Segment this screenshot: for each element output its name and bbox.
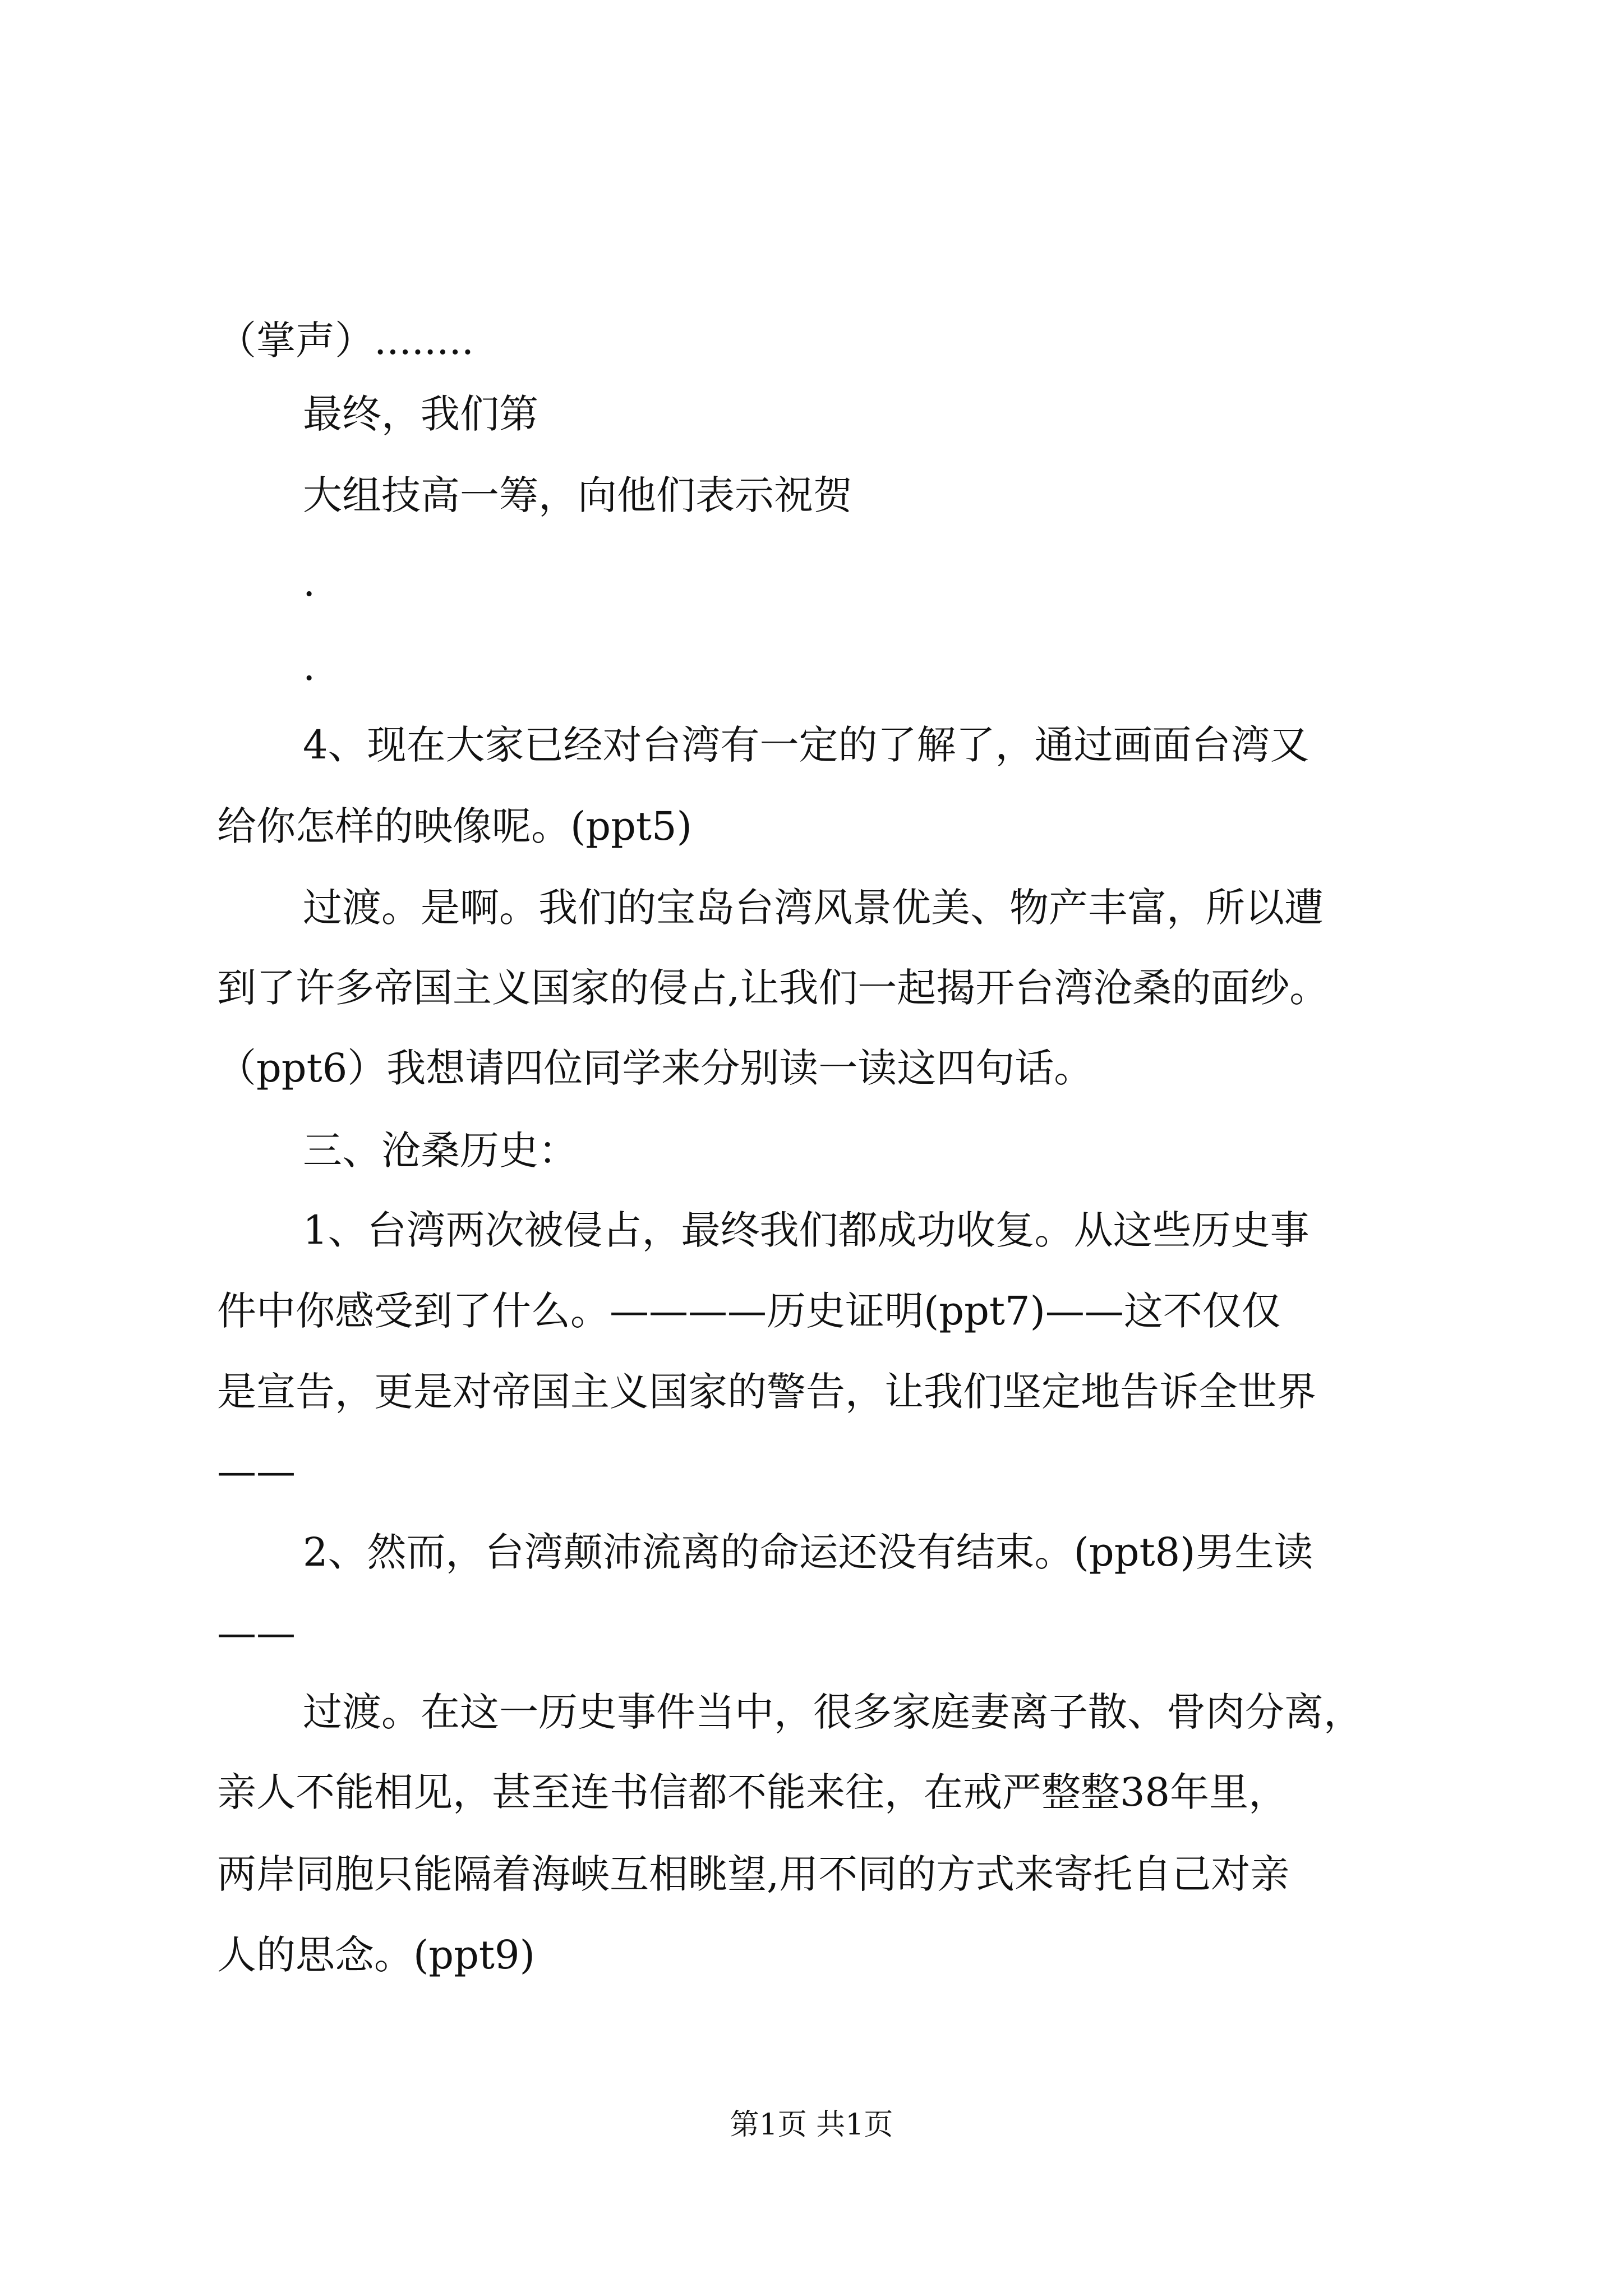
text-line: 4、现在大家已经对台湾有一定的了解了，通过画面台湾又 xyxy=(303,722,1310,768)
text-line: 2、然而，台湾颠沛流离的命运还没有结束。(ppt8)男生读 xyxy=(303,1529,1313,1575)
text-line: 到了许多帝国主义国家的侵占,让我们一起揭开台湾沧桑的面纱。 xyxy=(217,965,1329,1011)
text-line: 两岸同胞只能隔着海峡互相眺望,用不同的方式来寄托自己对亲 xyxy=(217,1851,1290,1897)
text-line: —— xyxy=(217,1448,296,1494)
text-line: 给你怎样的映像呢。(ppt5) xyxy=(217,803,692,849)
text-line: 过渡。是啊。我们的宝岛台湾风景优美、物产丰富，所以遭 xyxy=(303,885,1324,931)
text-line: 是宣告，更是对帝国主义国家的警告，让我们坚定地告诉全世界 xyxy=(217,1369,1316,1415)
text-line: 1、台湾两次被侵占，最终我们都成功收复。从这些历史事 xyxy=(303,1207,1310,1253)
text-line: . xyxy=(303,643,316,689)
text-line: 过渡。在这一历史事件当中，很多家庭妻离子散、骨肉分离， xyxy=(303,1689,1363,1735)
text-line: （掌声）........ xyxy=(217,318,474,364)
text-line: 件中你感受到了什么。————历史证明(ppt7)——这不仅仅 xyxy=(217,1288,1281,1334)
text-line: 大组技高一筹，向他们表示祝贺 xyxy=(303,472,852,518)
text-line: 亲人不能相见，甚至连书信都不能来往，在戒严整整38年里， xyxy=(217,1769,1288,1815)
text-line: 最终，我们第 xyxy=(303,391,538,437)
text-line: —— xyxy=(217,1610,296,1656)
page-number: 第1页 共1页 xyxy=(730,2108,893,2142)
text-line: . xyxy=(303,559,316,605)
text-line: 人的思念。(ppt9) xyxy=(217,1932,535,1978)
text-line: （ppt6）我想请四位同学来分别读一读这四句话。 xyxy=(217,1045,1094,1091)
section-heading: 三、沧桑历史： xyxy=(303,1128,578,1174)
